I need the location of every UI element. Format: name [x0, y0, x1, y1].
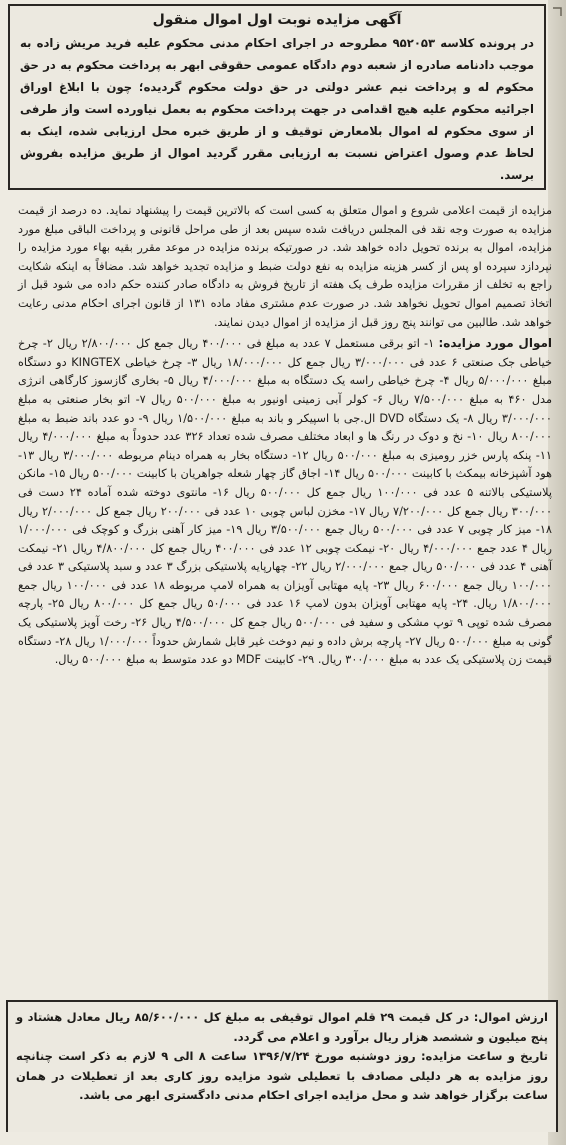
items-list-text: ۱- اتو برقی مستعمل ۷ عدد به مبلغ فی ۴۰۰/۰۰۰ ریال جمع کل ۲/۸۰۰/۰۰۰ ریال ۲- چرخ خیاطی جک صنعتی ۶ عدد فی ۳/۰۰۰/۰۰۰ ریال جمع کل ۱۸/۰۰۰/۰۰۰ ریال ۳- چرخ خیاطی KINGTEX دو دستگاه مبلغ ۵/۰۰۰/۰۰۰ ریال ۴- چرخ خیاطی راسه یک دستگاه به مبلغ ۴/۰۰۰/۰۰۰ ریال ۵- بخاری گازسوز کارگاهی انرژی مدل ۴۶۰ به مبلغ ۷/۵۰۰/۰۰۰ ریال ۶- کولر آبی زمینی اونیور به مبلغ ۵۰۰/۰۰۰ ریال ۷- اتو بخار صنعتی به مبلغ ۳/۰۰۰/۰۰۰ ریال ۸- یک دستگاه DVD ال.جی با اسپیکر و باند به مبلغ ۱/۵۰۰/۰۰۰ ریال ۹- دو عدد باند ضبط به مبلغ ۸۰۰/۰۰۰ ریال ۱۰- نخ و دوک در رنگ ها و ابعاد مختلف مصرف شده تعداد ۳۲۶ عدد حدوداً به مبلغ ۴/۰۰۰/۰۰۰ ریال ۱۱- پنکه پارس خزر رومیزی به مبلغ ۵۰۰/۰۰۰ ریال ۱۲- دستگاه بخار به همراه دینام مربوطه ۳/۰۰۰/۰۰۰ ریال ۱۳- هود آشپزخانه بیمکث با کابینت ۵۰۰/۰۰۰ ریال ۱۴- اجاق گاز چهار شعله جواهریان با کابینت ۵۰۰/۰۰۰ ریال ۱۵- مانکن پلاستیکی بالاتنه ۵ عدد فی ۱۰۰/۰۰۰ ریال جمع کل ۵۰۰/۰۰۰ ریال ۱۶- مانتوی دوخته شده آماده ۲۴ دست فی ۳۰۰/۰۰۰ ریال جمع کل ۷/۲۰۰/۰۰۰ ریال ۱۷- مخزن لباس چوبی ۱۰ عدد فی ۲۰۰/۰۰۰ ریال جمع کل ۲/۰۰۰/۰۰۰ ریال ۱۸- میز کار چوبی ۷ عدد فی ۵۰۰/۰۰۰ ریال جمع ۳/۵۰۰/۰۰۰ ریال ۱۹- میز کار آهنی بزرگ و کوچک فی ۱/۰۰۰/۰۰۰ ریال ۴ عدد جمع ۴/۰۰۰/۰۰۰ ریال ۲۰- نیمکت چوبی ۱۲ عدد فی ۴۰۰/۰۰۰ ریال جمع کل ۴/۸۰۰/۰۰۰ ریال ۲۱- نیمکت آهنی ۴ عدد فی ۵۰۰/۰۰۰ ریال جمع ۲/۰۰۰/۰۰۰ ریال ۲۲- چهارپایه پلاستیکی بزرگ ۳ عدد و سبد پلاستیکی ۳ عدد فی ۱۰۰/۰۰۰ ریال جمع ۶۰۰/۰۰۰ ریال ۲۳- پایه مهتابی آویزان به همراه لامپ مربوطه ۱۸ عدد فی ۱۰۰/۰۰۰ ریال جمع ۱/۸۰۰/۰۰۰ ریال. ۲۴- پایه مهتابی آویزان بدون لامپ ۱۶ عدد فی ۵۰/۰۰۰ ریال جمع کل ۸۰۰/۰۰۰ ریال ۲۵- پارچه مصرف شده توپی ۹ توپ مشکی و سفید فی ۵۰۰/۰۰۰ ریال جمع کل ۴/۵۰۰/۰۰۰ ریال ۲۶- رخت آویز پلاستیکی یک گونی به مبلغ ۵۰۰/۰۰۰ ریال ۲۷- پارچه برش داده و نیم دوخت غیر قابل شمارش حدوداً ۱/۰۰۰/۰۰۰ ریال ۲۸- دستگاه قیمت زن پلاستیکی یک عدد به مبلغ ۳۰۰/۰۰۰ ریال. ۲۹- کابینت MDF دو عدد متوسط به مبلغ ۵۰۰/۰۰۰ ریال. [18, 337, 553, 667]
notice-title: آگهی مزایده نوبت اول اموال منقول [152, 12, 402, 28]
notice-body [8, 200, 558, 994]
auction-items [18, 334, 552, 670]
notice-intro: در پرونده کلاسه ۹۵۲۰۵۳ مطروحه در اجرای احکام مدنی محکوم علیه فرید مریش زاده به موجب دادنامه صادره از شعبه دوم دادگاه عمومی حقوقی ابهر به پرداخت محکوم به در حق محکوم له و پرداخت نیم عشر دولتی در حق دولت محکوم گردیده؛ چون با ابلاغ اوراق اجرائیه محکوم علیه هیچ اقدامی در جهت پرداخت محکوم به بعمل نیاورده است واز طرفی از سوی محکوم له اموال بلامعارض توقیف و از طریق خبره محل ارزیابی شده، اینک به لحاظ عدم وصول اعتراض نسبت به ارزیابی مقرر گردید اموال از طریق مزایده بفروش برسد. [20, 36, 535, 182]
auction-terms: مزایده از قیمت اعلامی شروع و اموال متعلق به کسی است که بالاترین قیمت را پیشنهاد نماید. ده درصد از قیمت مزایده به صورت وجه نقد فی المجلس دریافت شده سپس بعد از طی مراحل قانونی و پرداخت الباقی مبلغ مورد مزایده، اموال به برنده تحویل داده خواهد شد. در صورتیکه برنده مزایده در موعد مقرر بقیه بهاء مورد مزایده را نپردازد سپرده او پس از کسر هزینه مزایده به نفع دولت ضبط و مزایده تجدید خواهد شد. مضافاً به اینکه شکایت راجع به تخلف از مقررات مزایده طرف یک هفته از تاریخ فروش به دادگاه صادر کننده حکم داده می شود قبل از اتخاذ تصمیم اموال تحویل نخواهد شد. در صورت عدم مشتری مفاد ماده ۱۳۱ از قانون اجرای احکام مدنی رعایت خواهد شد. طالبین می توانند پنج روز قبل از مزایده از اموال دیدن نمایند. [18, 204, 552, 329]
items-heading: اموال مورد مزایده: [438, 336, 553, 351]
auction-datetime-paragraph [16, 1047, 548, 1106]
auction-datetime-label: تاریخ و ساعت مزایده: [420, 1049, 548, 1063]
asset-value-paragraph [16, 1008, 548, 1047]
auction-datetime-text: روز دوشنبه مورخ ۱۳۹۶/۷/۲۴ ساعت ۸ الی ۹ لازم به ذکر است چنانچه روز مزایده به هر دلیلی مصادف با تعطیلی شود مزایده روز کاری بعد از تعطیلات در همان ساعت برگزار خواهد شد و محل مزایده اجرای احکام مدنی دادگستری ابهر می باشد. [16, 1049, 548, 1102]
asset-value-label: ارزش اموال: [473, 1010, 548, 1024]
notice-summary-box [6, 1000, 558, 1132]
asset-value-text: در کل قیمت ۲۹ قلم اموال توقیفی به مبلغ کل ۸۵/۶۰۰/۰۰۰ ریال معادل هشتاد و پنج میلیون و ششصد هزار ریال برآورد و اعلام می گردد. [16, 1010, 548, 1044]
notice-header-box [8, 4, 546, 190]
corner-mark-icon [551, 6, 563, 18]
